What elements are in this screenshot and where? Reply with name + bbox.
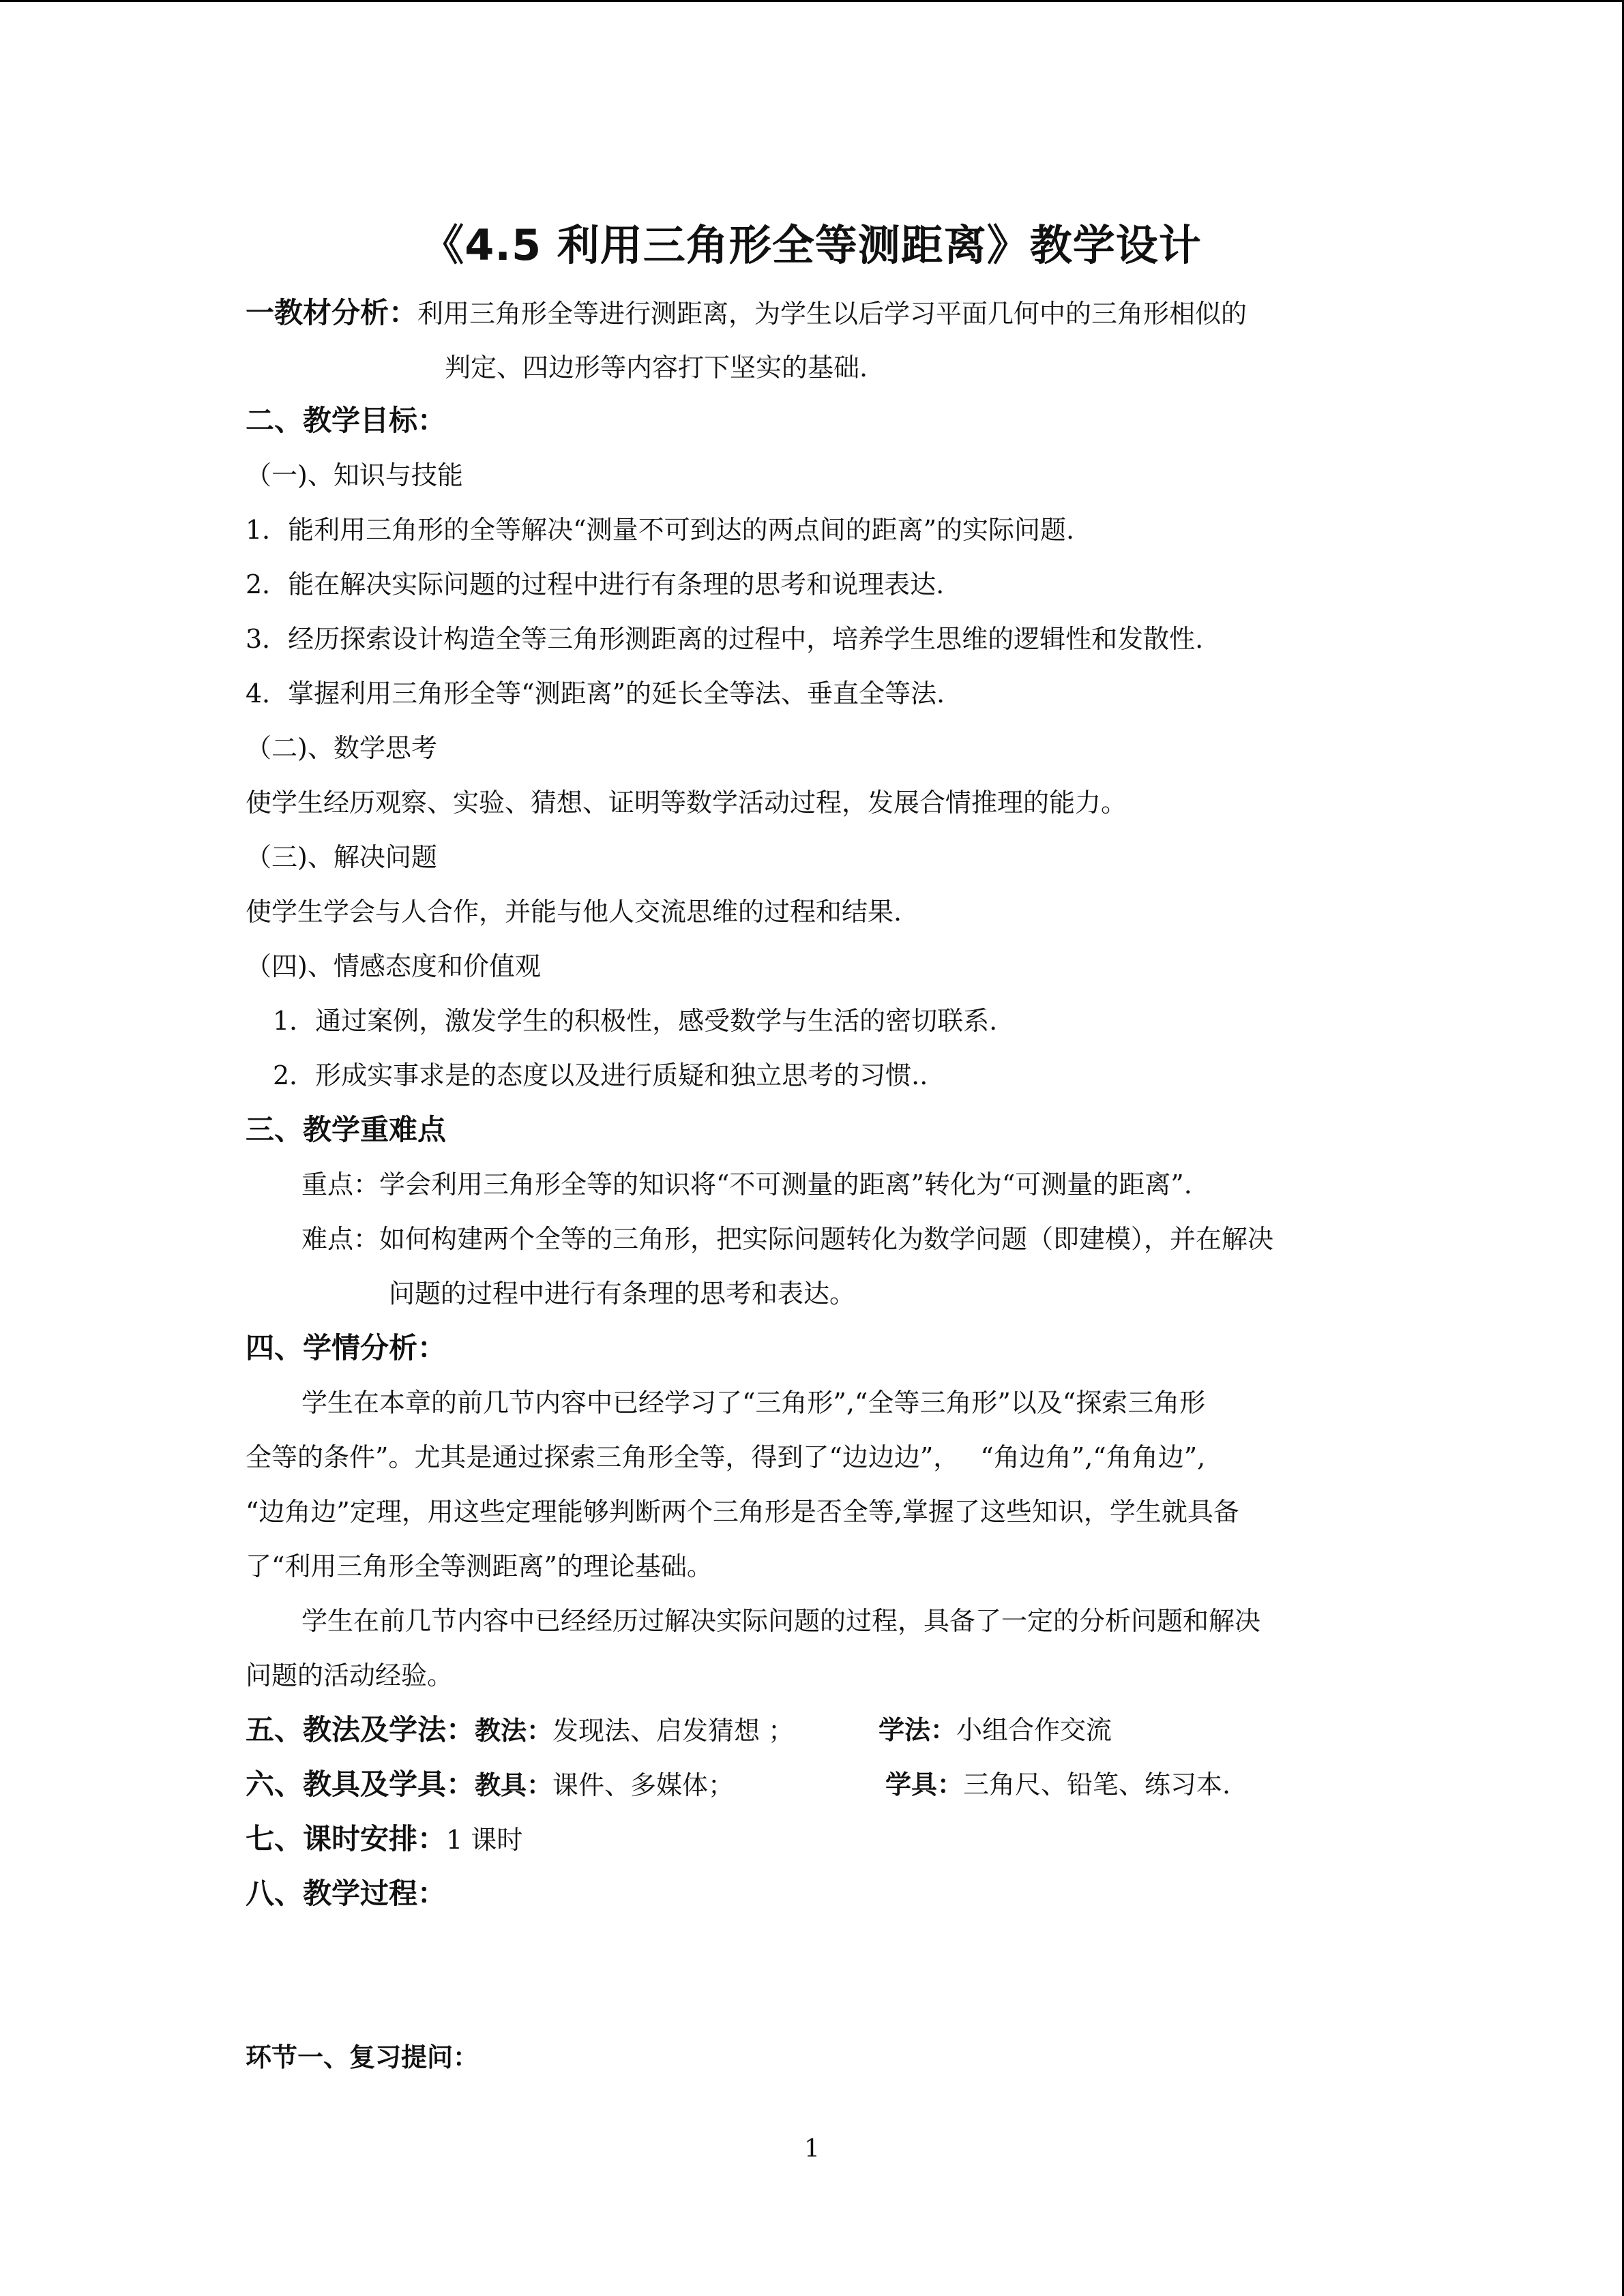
paragraph-text: 利用三角形全等进行测距离，为学生以后学习平面几何中的三角形相似的 — [417, 299, 1247, 329]
teaching-method-text: 发现法、启发猜想 ； — [552, 1716, 795, 1746]
subheading-problem-solving: （三)、解决问题 — [246, 842, 437, 872]
paragraph-text: 全等的条件”。尤其是通过探索三角形全等，得到了“边边边”， “角边角”,“角角边”, — [246, 1442, 1206, 1472]
student-tools — [885, 1768, 1230, 1801]
learning-method-label: 学法： — [879, 1715, 957, 1745]
paragraph-text: 使学生经历观察、实验、猜想、证明等数学活动过程，发展合情推理的能力。 — [246, 788, 1127, 818]
key-point-text: 重点：学会利用三角形全等的知识将“不可测量的距离”转化为“可测量的距离”. — [301, 1169, 1192, 1199]
paragraph-text: “边角边”定理，用这些定理能够判断两个三角形是否全等,掌握了这些知识，学生就具备 — [246, 1497, 1239, 1527]
subheading-knowledge-skills: （一)、知识与技能 — [246, 460, 463, 490]
schedule-text: 1 课时 — [446, 1825, 523, 1855]
list-item: 2．能在解决实际问题的过程中进行有条理的思考和说理表达. — [246, 569, 945, 599]
document-title: 《4.5 利用三角形全等测距离》教学设计 — [422, 220, 1202, 270]
section-heading-student-analysis: 四、学情分析： — [246, 1331, 447, 1365]
paragraph-continuation: 判定、四边形等内容打下坚实的基础. — [445, 353, 868, 383]
difficulty-continuation: 问题的过程中进行有条理的思考和表达。 — [389, 1279, 856, 1309]
paragraph-text: 使学生学会与人合作，并能与他人交流思维的过程和结果. — [246, 897, 902, 927]
list-item: 2．形成实事求是的态度以及进行质疑和独立思考的习惯.. — [273, 1060, 928, 1090]
list-item: 4．掌握利用三角形全等“测距离”的延长全等法、垂直全等法. — [246, 679, 945, 709]
learning-method-text: 小组合作交流 — [956, 1715, 1112, 1745]
page-number: 1 — [804, 2135, 820, 2163]
paragraph-text: 学生在本章的前几节内容中已经学习了“三角形”,“全等三角形”以及“探索三角形 — [301, 1388, 1206, 1418]
teaching-method-label: 教法： — [475, 1716, 553, 1746]
paragraph-text: 问题的活动经验。 — [246, 1660, 454, 1690]
teaching-tools-label: 教具： — [475, 1770, 553, 1800]
student-tools-text: 三角尺、铅笔、练习本. — [963, 1770, 1231, 1800]
subheading-emotion-values: （四)、情感态度和价值观 — [246, 951, 541, 981]
difficulty-text: 难点：如何构建两个全等的三角形，把实际问题转化为数学问题（即建模），并在解决 — [301, 1224, 1274, 1254]
section-schedule — [246, 1823, 522, 1856]
student-tools-label: 学具： — [885, 1770, 964, 1800]
teaching-tools-text: 课件、多媒体； — [552, 1770, 735, 1800]
section-heading-teaching-process: 八、教学过程： — [246, 1877, 447, 1910]
section-tools — [246, 1768, 734, 1802]
list-item: 1．通过案例，激发学生的积极性，感受数学与生活的密切联系. — [273, 1006, 998, 1036]
paragraph-text: 学生在前几节内容中已经经历过解决实际问题的过程，具备了一定的分析问题和解决 — [301, 1606, 1261, 1636]
section-heading-key-difficult-points: 三、教学重难点 — [246, 1113, 447, 1146]
top-border-rule — [0, 0, 1624, 2]
list-item: 1．能利用三角形的全等解决“测量不可到达的两点间的距离”的实际问题. — [246, 515, 1075, 545]
section-heading: 五、教法及学法： — [246, 1713, 475, 1746]
section-methods — [246, 1714, 794, 1747]
subheading-math-thinking: （二)、数学思考 — [246, 733, 437, 763]
list-item: 3．经历探索设计构造全等三角形测距离的过程中，培养学生思维的逻辑性和发散性. — [246, 624, 1204, 654]
section-heading-teaching-goals: 二、教学目标： — [246, 404, 447, 437]
section-heading: 七、课时安排： — [246, 1822, 447, 1855]
section-teaching-material-analysis — [246, 297, 1247, 330]
learning-method — [879, 1714, 1112, 1746]
section-heading: 一教材分析： — [246, 296, 418, 329]
step-heading-review-questions: 环节一、复习提问： — [246, 2042, 479, 2072]
section-heading: 六、教具及学具： — [246, 1768, 475, 1801]
paragraph-text: 了“利用三角形全等测距离”的理论基础。 — [246, 1551, 713, 1581]
